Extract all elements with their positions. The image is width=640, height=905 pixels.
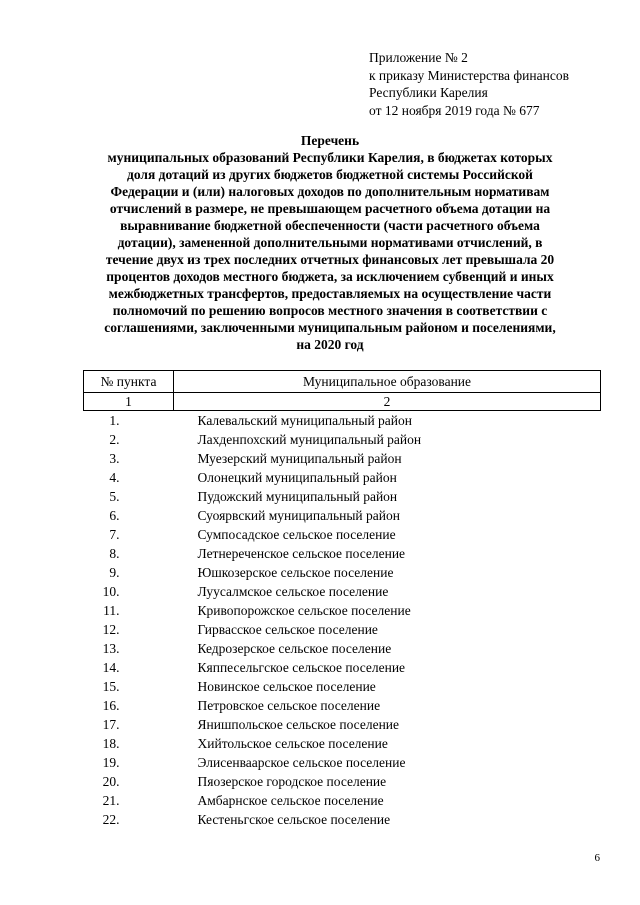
table-row (84, 601, 601, 620)
table-row (84, 734, 601, 753)
table-row (84, 753, 601, 772)
title-line: на 2020 год (296, 337, 364, 352)
title-line: муниципальных образований Республики Карелия, в бюджетах которых (107, 150, 553, 165)
title-line: полномочий по решению вопросов местного значения в соответствии с (112, 303, 548, 318)
table-row (84, 620, 601, 639)
municipality-name: Луусалмское сельское поселение (197, 584, 389, 599)
municipality-name: Янишпольское сельское поселение (197, 717, 400, 732)
table-row (84, 468, 601, 487)
item-number: 8. (109, 546, 120, 561)
municipality-name: Сумпосадское сельское поселение (197, 527, 396, 542)
item-number: 20. (102, 774, 120, 789)
municipality-name: Кестеньгское сельское поселение (197, 812, 391, 827)
municipality-name: Олонецкий муниципальный район (197, 470, 397, 485)
item-number: 1. (109, 413, 120, 428)
municipality-name: Петровское сельское поселение (197, 698, 381, 713)
table-row (84, 639, 601, 658)
municipality-name: Летнереченское сельское поселение (197, 546, 406, 561)
appendix-title: Приложение № 2 (369, 50, 468, 65)
table-row (84, 772, 601, 791)
item-number: 19. (102, 755, 120, 770)
title-line: соглашениями, заключенными муниципальным районом и поселениями, (104, 320, 556, 335)
title-line: доля дотаций из других бюджетов бюджетной системы Российской (127, 167, 533, 182)
title-heading: Перечень (300, 133, 360, 148)
item-number: 5. (109, 489, 120, 504)
item-number: 14. (102, 660, 120, 675)
title-line: Федерации и (или) налоговых доходов по дополнительным нормативам (110, 184, 550, 199)
item-number: 2. (109, 432, 120, 447)
title-body (70, 149, 590, 353)
column-index-2: 2 (174, 393, 601, 411)
table-column-index-row (84, 393, 601, 411)
item-number: 11. (103, 603, 120, 618)
table-row (84, 506, 601, 525)
item-number: 15. (102, 679, 120, 694)
table-row (84, 696, 601, 715)
appendix-date: от 12 ноября 2019 года № 677 (369, 102, 540, 118)
item-number: 4. (109, 470, 120, 485)
title-line: межбюджетных трансфертов, предоставляемых на осуществление части (108, 286, 552, 301)
table-row (84, 715, 601, 734)
item-number: 16. (102, 698, 120, 713)
item-number: 9. (109, 565, 120, 580)
table-row (84, 582, 601, 601)
column-index-1: 1 (84, 393, 174, 411)
municipality-name: Кяппесельгское сельское поселение (197, 660, 406, 675)
title-line: процентов доходов местного бюджета, за исключением субвенций и иных (106, 269, 554, 284)
item-number: 12. (102, 622, 120, 637)
appendix-republic: Республики Карелия (369, 85, 488, 100)
appendix-order-ref: к приказу Министерства финансов (369, 67, 569, 83)
table-body (84, 411, 601, 830)
municipality-name: Хийтольское сельское поселение (197, 736, 388, 751)
municipality-name: Элисенваарское сельское поселение (197, 755, 406, 770)
municipality-name: Юшкозерское сельское поселение (197, 565, 394, 580)
item-number: 10. (102, 584, 120, 599)
table-row (84, 563, 601, 582)
table-row (84, 677, 601, 696)
municipality-name: Новинское сельское поселение (197, 679, 376, 694)
appendix-header (369, 49, 569, 119)
table-header-row (84, 371, 601, 393)
municipality-name: Пудожский муниципальный район (197, 489, 398, 504)
table-row (84, 791, 601, 810)
item-number: 18. (102, 736, 120, 751)
municipality-name: Лахденпохский муниципальный район (197, 432, 422, 447)
header-item-number: № пункта (84, 371, 174, 393)
table-row (84, 449, 601, 468)
municipality-name: Кедрозерское сельское поселение (197, 641, 392, 656)
item-number: 3. (109, 451, 120, 466)
title-line: дотации), замененной дополнительными нормативами отчислений, в (117, 235, 543, 250)
municipality-name: Муезерский муниципальный район (197, 451, 402, 466)
item-number: 22. (102, 812, 120, 827)
table-row (84, 411, 601, 431)
table-row (84, 430, 601, 449)
municipality-name: Калевальский муниципальный район (197, 413, 412, 428)
title-line: выравнивание бюджетной обеспеченности (части расчетного объема (120, 218, 540, 233)
municipality-name: Суоярвский муниципальный район (197, 508, 400, 523)
municipalities-table (83, 370, 601, 829)
item-number: 13. (102, 641, 120, 656)
item-number: 17. (102, 717, 120, 732)
item-number: 7. (109, 527, 120, 542)
title-line: течение двух из трех последних отчетных финансовых лет превышала 20 (105, 252, 555, 267)
table-row (84, 487, 601, 506)
municipality-name: Амбарнское сельское поселение (197, 793, 384, 808)
page-number: 6 (594, 852, 600, 864)
header-municipality: Муниципальное образование (174, 371, 601, 393)
item-number: 21. (102, 793, 120, 808)
municipality-name: Кривопорожское сельское поселение (197, 603, 411, 618)
municipality-name: Пяозерское городское поселение (197, 774, 387, 789)
table-row (84, 810, 601, 829)
table-row (84, 525, 601, 544)
table-row (84, 658, 601, 677)
title-line: отчислений в размере, не превышающем расчетного объема дотации на (109, 201, 551, 216)
table-row (84, 544, 601, 563)
item-number: 6. (109, 508, 120, 523)
municipality-name: Гирвасское сельское поселение (197, 622, 378, 637)
document-title (70, 132, 590, 353)
